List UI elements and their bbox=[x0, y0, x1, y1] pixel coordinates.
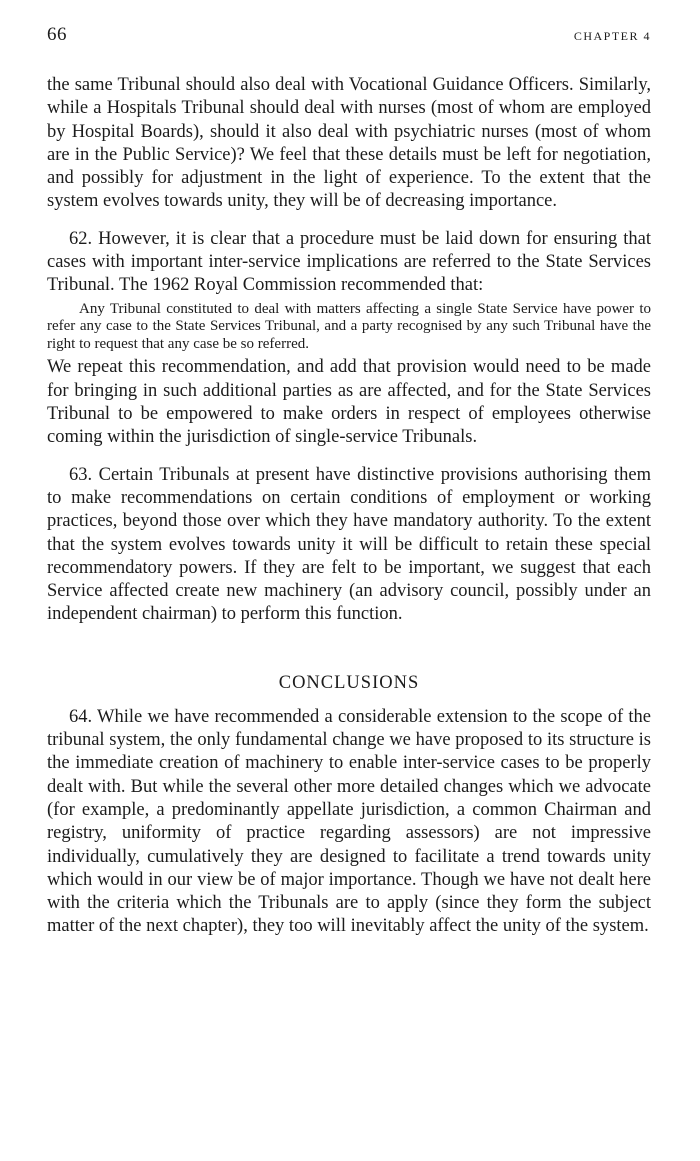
paragraph-63: 63. Certain Tribunals at present have distinctive provisions authorising them to make recommendations on certain conditions of employment or working practices, beyond those over which they have mandatory authority. To the extent that the system evolves towards unity it will be difficult to retain these special recommendatory powers. If they are felt to be important, we suggest that each Service affected create new machinery (an advisory council, possibly under an independent chairman) to perform this function. bbox=[47, 464, 651, 625]
section-heading-conclusions: CONCLUSIONS bbox=[278, 672, 420, 693]
section-spacer bbox=[47, 627, 651, 673]
paragraph-62: 62. However, it is clear that a procedure must be laid down for ensuring that cases with important inter-service implications are referred to the State Services Tribunal. The 1962 Royal Commission recommended that: bbox=[47, 228, 651, 296]
paragraph-62-continuation: We repeat this recommendation, and add that provision would need to be made for bringing in such additional parties as are affected, and for the State Services Tribunal to be empowered to make orders in respect of employees otherwise coming within the jurisdiction of single-service Tribunals. bbox=[47, 357, 651, 448]
paragraph-continuation: the same Tribunal should also deal with Vocational Guidance Officers. Similarly, while a Hospitals Tribunal should deal with nurses (most of whom are employed by Hospital Boards), should it also deal with psychiatric nurses (most of whom are in the Public Service)? We feel that these details must be left for negotiation, and possibly for adjustment in the light of experience. To the extent that the system evolves towards unity, they will be of decreasing importance. bbox=[47, 75, 651, 212]
paragraph-spacer bbox=[47, 214, 651, 228]
heading-spacer bbox=[47, 694, 651, 706]
block-quote: Any Tribunal constituted to deal with matters affecting a single State Service have power to refer any case to the State Services Tribunal, and a party recognised by any such Tribunal have the right to request that any case be so referred. bbox=[47, 300, 651, 352]
paragraph-64: 64. While we have recommended a considerable extension to the scope of the tribunal system, the only fundamental change we have proposed to its structure is the immediate creation of machinery to enable inter-service cases to be properly dealt with. But while the several other more detailed changes which we advocate (for example, a predominantly appellate jurisdiction, a common Chairman and registry, uniformity of practice regarding assessors) are not impressive individually, cumulatively they are designed to facilitate a trend towards unity which would in our view be of major importance. Though we have not dealt here with the criteria which the Tribunals are to apply (since they form the subject matter of the next chapter), they too will inevitably affect the unity of the system. bbox=[47, 706, 651, 937]
document-page bbox=[47, 24, 651, 939]
paragraph-spacer bbox=[47, 450, 651, 464]
running-header bbox=[47, 24, 651, 52]
page-number: 66 bbox=[47, 24, 67, 45]
chapter-label: CHAPTER 4 bbox=[573, 29, 651, 43]
